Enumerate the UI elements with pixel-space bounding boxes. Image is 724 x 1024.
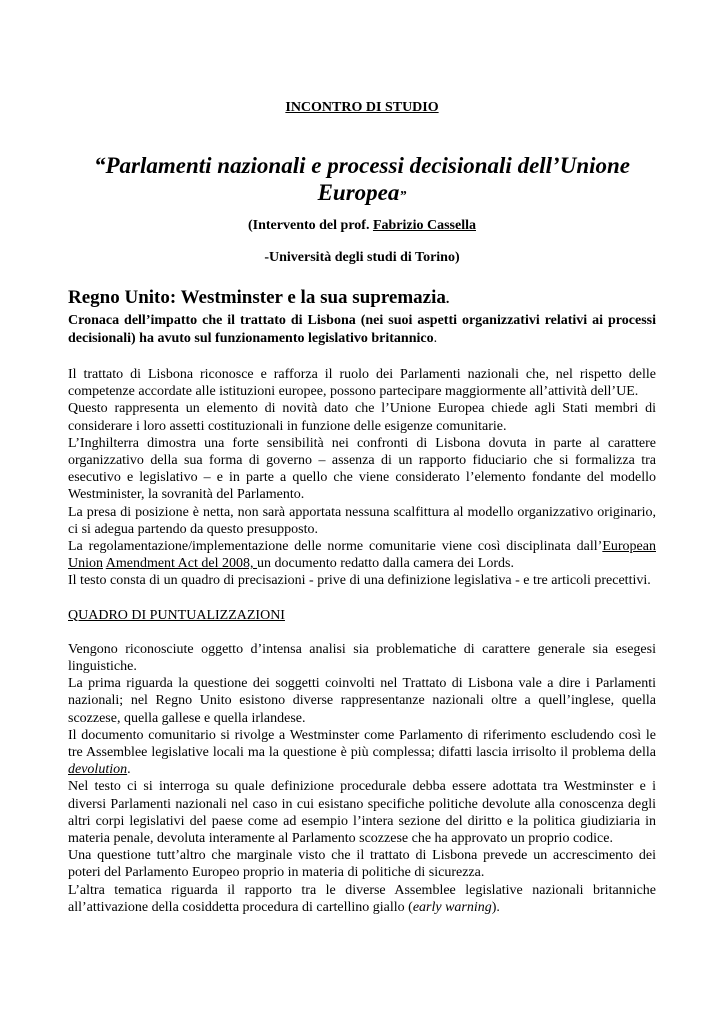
quadro-paragraph-6 — [68, 882, 656, 916]
paragraph-4: La presa di posizione è netta, non sarà apportata nessuna scalfittura al modello organizzativo originario, ci si adegua partendo da questo presupposto. — [68, 504, 656, 537]
early-warning-term: early warning — [412, 899, 492, 915]
quadro-paragraph-6-text-b: ). — [491, 899, 500, 915]
quadro-paragraph-3 — [68, 727, 656, 779]
document-title-text: “Parlamenti nazionali e processi decisionali dell’Unione Europea — [93, 153, 631, 205]
quadro-paragraph-2: La prima riguarda la questione dei soggetti coinvolti nel Trattato di Lisbona vale a dire i Parlamenti nazionali; nel Regno Unito esistono diverse rappresentanze nazionali oltre a quell’inglese, quella scozzese, quella gallese e quella irlandese. — [68, 676, 656, 726]
section-title-dot: . — [445, 292, 450, 307]
paragraph-3: L’Inghilterra dimostra una forte sensibilità nei confronti di Lisbona dovuta in parte al carattere organizzativo della sua forma di governo – assenza di un rapporto fiduciario che si formalizza tra esecutivo e legislativo – e in parte a quello che viene considerato l’elemento fondante del modello Westminister, la sovranità del Parlamento. — [68, 435, 656, 503]
section-title — [68, 286, 656, 312]
devolution-term: devolution — [68, 762, 128, 778]
section-subtitle — [68, 312, 656, 348]
paragraph-2: Questo rappresenta un elemento di novità dato che l’Unione Europea chiede agli Stati membri di considerare i loro assetti costituzionali in funzione delle esigenze comunitarie. — [68, 401, 656, 434]
speaker-prefix: (Intervento del prof. — [248, 218, 373, 233]
paragraph-5-text-b: un documento redatto dalla camera dei Lords. — [257, 556, 514, 572]
event-label: INCONTRO DI STUDIO — [285, 100, 439, 115]
quadro-heading: QUADRO DI PUNTUALIZZAZIONI — [68, 607, 285, 623]
section-title-text: Regno Unito: Westminster e la sua supremazia — [68, 287, 446, 308]
speaker-line — [0, 218, 724, 234]
spacer — [68, 590, 656, 607]
quadro-paragraph-3-text-a: Il documento comunitario si rivolge a Westminster come Parlamento di riferimento escludendo così le tre Assemblee legislative locali ma la questione è più complessa; difatti lascia irrisolto il problema della — [68, 727, 656, 761]
quadro-paragraph-6-text-a: L’altra tematica riguarda il rapporto tra le diverse Assemblee legislative nazionali britanniche all’attivazione della cosiddetta procedura di cartellino giallo ( — [68, 882, 656, 915]
paragraph-5 — [68, 538, 656, 572]
european-union-link: European Union — [68, 539, 656, 572]
document-title — [80, 152, 644, 210]
amendment-act-link: Amendment Act del 2008, — [105, 556, 257, 572]
paragraph-1: Il trattato di Lisbona riconosce e rafforza il ruolo dei Parlamenti nazionali che, nel rispetto delle competenze accordate alle istituzioni europee, possono partecipare maggiormente all’attività dell’UE. — [68, 367, 656, 400]
university-line: -Università degli studi di Torino) — [264, 250, 460, 265]
paragraph-5-text-a: La regolamentazione/implementazione delle norme comunitarie viene così disciplinata dall’ — [68, 539, 603, 555]
quadro-paragraph-4: Nel testo ci si interroga su quale definizione procedurale debba essere adottata tra Westminster e i diversi Parlamenti nazionali nel caso in cui esistano specifiche politiche devolute alla conoscenza degli altri corpi legislativi del paese come ad esempio l’intera sezione del diritto e la politica giudiziaria in materia penale, devoluta interamente al Parlamento scozzese che ha approvato un proprio codice. — [68, 779, 656, 847]
section-subtitle-dot: . — [433, 331, 438, 346]
paragraph-6: Il testo consta di un quadro di precisazioni - prive di una definizione legislativa - e tre articoli precettivi. — [68, 573, 651, 589]
quadro-paragraph-1: Vengono riconosciute oggetto d’intensa analisi sia problematiche di carattere generale sia esegesi linguistiche. — [68, 641, 656, 675]
quadro-paragraph-3-text-b: . — [127, 762, 131, 778]
document-title-close-quote: ” — [399, 189, 407, 204]
spacer — [68, 624, 656, 641]
speaker-name: Fabrizio Cassella — [372, 218, 476, 233]
document-body — [68, 286, 656, 916]
quadro-paragraph-5: Una questione tutt’altro che marginale visto che il trattato di Lisbona prevede un accrescimento dei poteri del Parlamento Europeo proprio in materia di politiche di sicurezza. — [68, 848, 656, 881]
section-subtitle-text: Cronaca dell’impatto che il trattato di Lisbona (nei suoi aspetti organizzativi relativi ai processi decisionali) ha avuto sul funzionamento legislativo britannico — [68, 313, 656, 346]
